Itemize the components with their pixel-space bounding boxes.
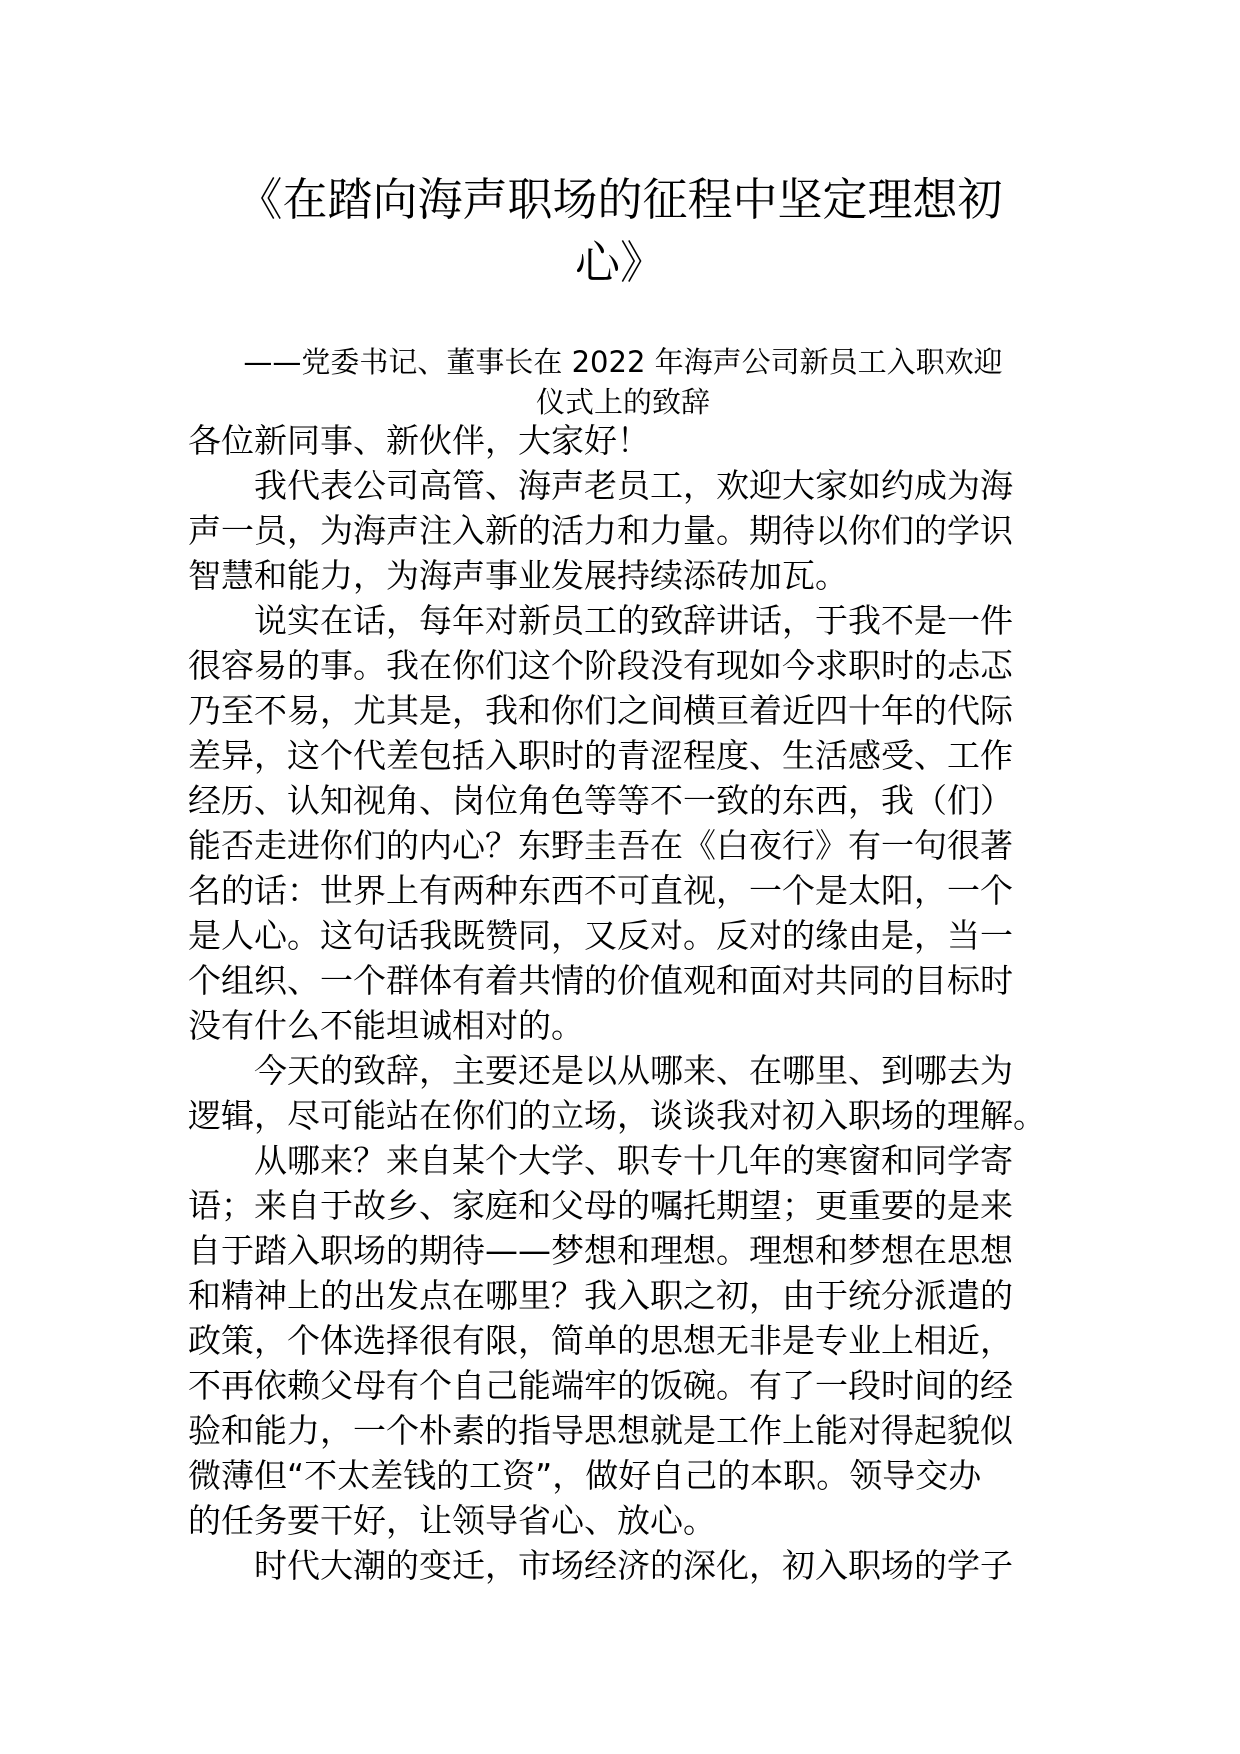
document-subtitle-line-2: 仪式上的致辞 [535, 385, 710, 419]
body-line: 乃至不易，尤其是，我和你们之间横亘着近四十年的代际 [188, 691, 1013, 730]
body-line: 和精神上的出发点在哪里？我入职之初，由于统分派遣的 [188, 1276, 1013, 1315]
body-line: 的任务要干好，让领导省心、放心。 [188, 1501, 716, 1540]
document-title-line-1: 《在踏向海声职场的征程中坚定理想初 [237, 173, 1003, 226]
body-line: 逻辑，尽可能站在你们的立场，谈谈我对初入职场的理解。 [188, 1096, 1046, 1135]
speech-body [188, 418, 1058, 1588]
body-line: 名的话：世界上有两种东西不可直视，一个是太阳，一个 [188, 871, 1013, 910]
body-line: 很容易的事。我在你们这个阶段没有现如今求职时的忐忑 [188, 646, 1013, 685]
body-line: 今天的致辞，主要还是以从哪来、在哪里、到哪去为 [254, 1051, 1013, 1090]
greeting-line: 各位新同事、新伙伴，大家好！ [188, 421, 650, 460]
body-line: 政策，个体选择很有限，简单的思想无非是专业上相近， [188, 1321, 1013, 1360]
body-line: 差异，这个代差包括入职时的青涩程度、生活感受、工作 [188, 736, 1013, 775]
body-line: 是人心。这句话我既赞同，又反对。反对的缘由是，当一 [188, 916, 1013, 955]
body-line: 从哪来？来自某个大学、职专十几年的寒窗和同学寄 [254, 1141, 1013, 1180]
body-line: 说实在话，每年对新员工的致辞讲话，于我不是一件 [254, 601, 1013, 640]
body-line: 智慧和能力，为海声事业发展持续添砖加瓦。 [188, 556, 848, 595]
body-line: 微薄但“不太差钱的工资”，做好自己的本职。领导交办 [188, 1456, 982, 1495]
body-line: 我代表公司高管、海声老员工，欢迎大家如约成为海 [254, 466, 1013, 505]
document-title-line-2: 心》 [574, 236, 665, 289]
body-line: 经历、认知视角、岗位角色等等不一致的东西，我（们） [188, 781, 1013, 820]
body-line: 自于踏入职场的期待——梦想和理想。理想和梦想在思想 [188, 1231, 1013, 1270]
body-line: 时代大潮的变迁，市场经济的深化，初入职场的学子 [254, 1546, 1013, 1585]
body-line: 语；来自于故乡、家庭和父母的嘱托期望；更重要的是来 [188, 1186, 1013, 1225]
body-line: 声一员，为海声注入新的活力和力量。期待以你们的学识 [188, 511, 1013, 550]
body-line: 个组织、一个群体有着共情的价值观和面对共同的目标时 [188, 961, 1013, 1000]
document-subtitle-line-1: ——党委书记、董事长在 2022 年海声公司新员工入职欢迎 [243, 345, 1003, 379]
body-line: 不再依赖父母有个自己能端牢的饭碗。有了一段时间的经 [188, 1366, 1013, 1405]
body-line: 验和能力，一个朴素的指导思想就是工作上能对得起貌似 [188, 1411, 1013, 1450]
body-line: 没有什么不能坦诚相对的。 [188, 1006, 584, 1045]
body-line: 能否走进你们的内心？东野圭吾在《白夜行》有一句很著 [188, 826, 1013, 865]
